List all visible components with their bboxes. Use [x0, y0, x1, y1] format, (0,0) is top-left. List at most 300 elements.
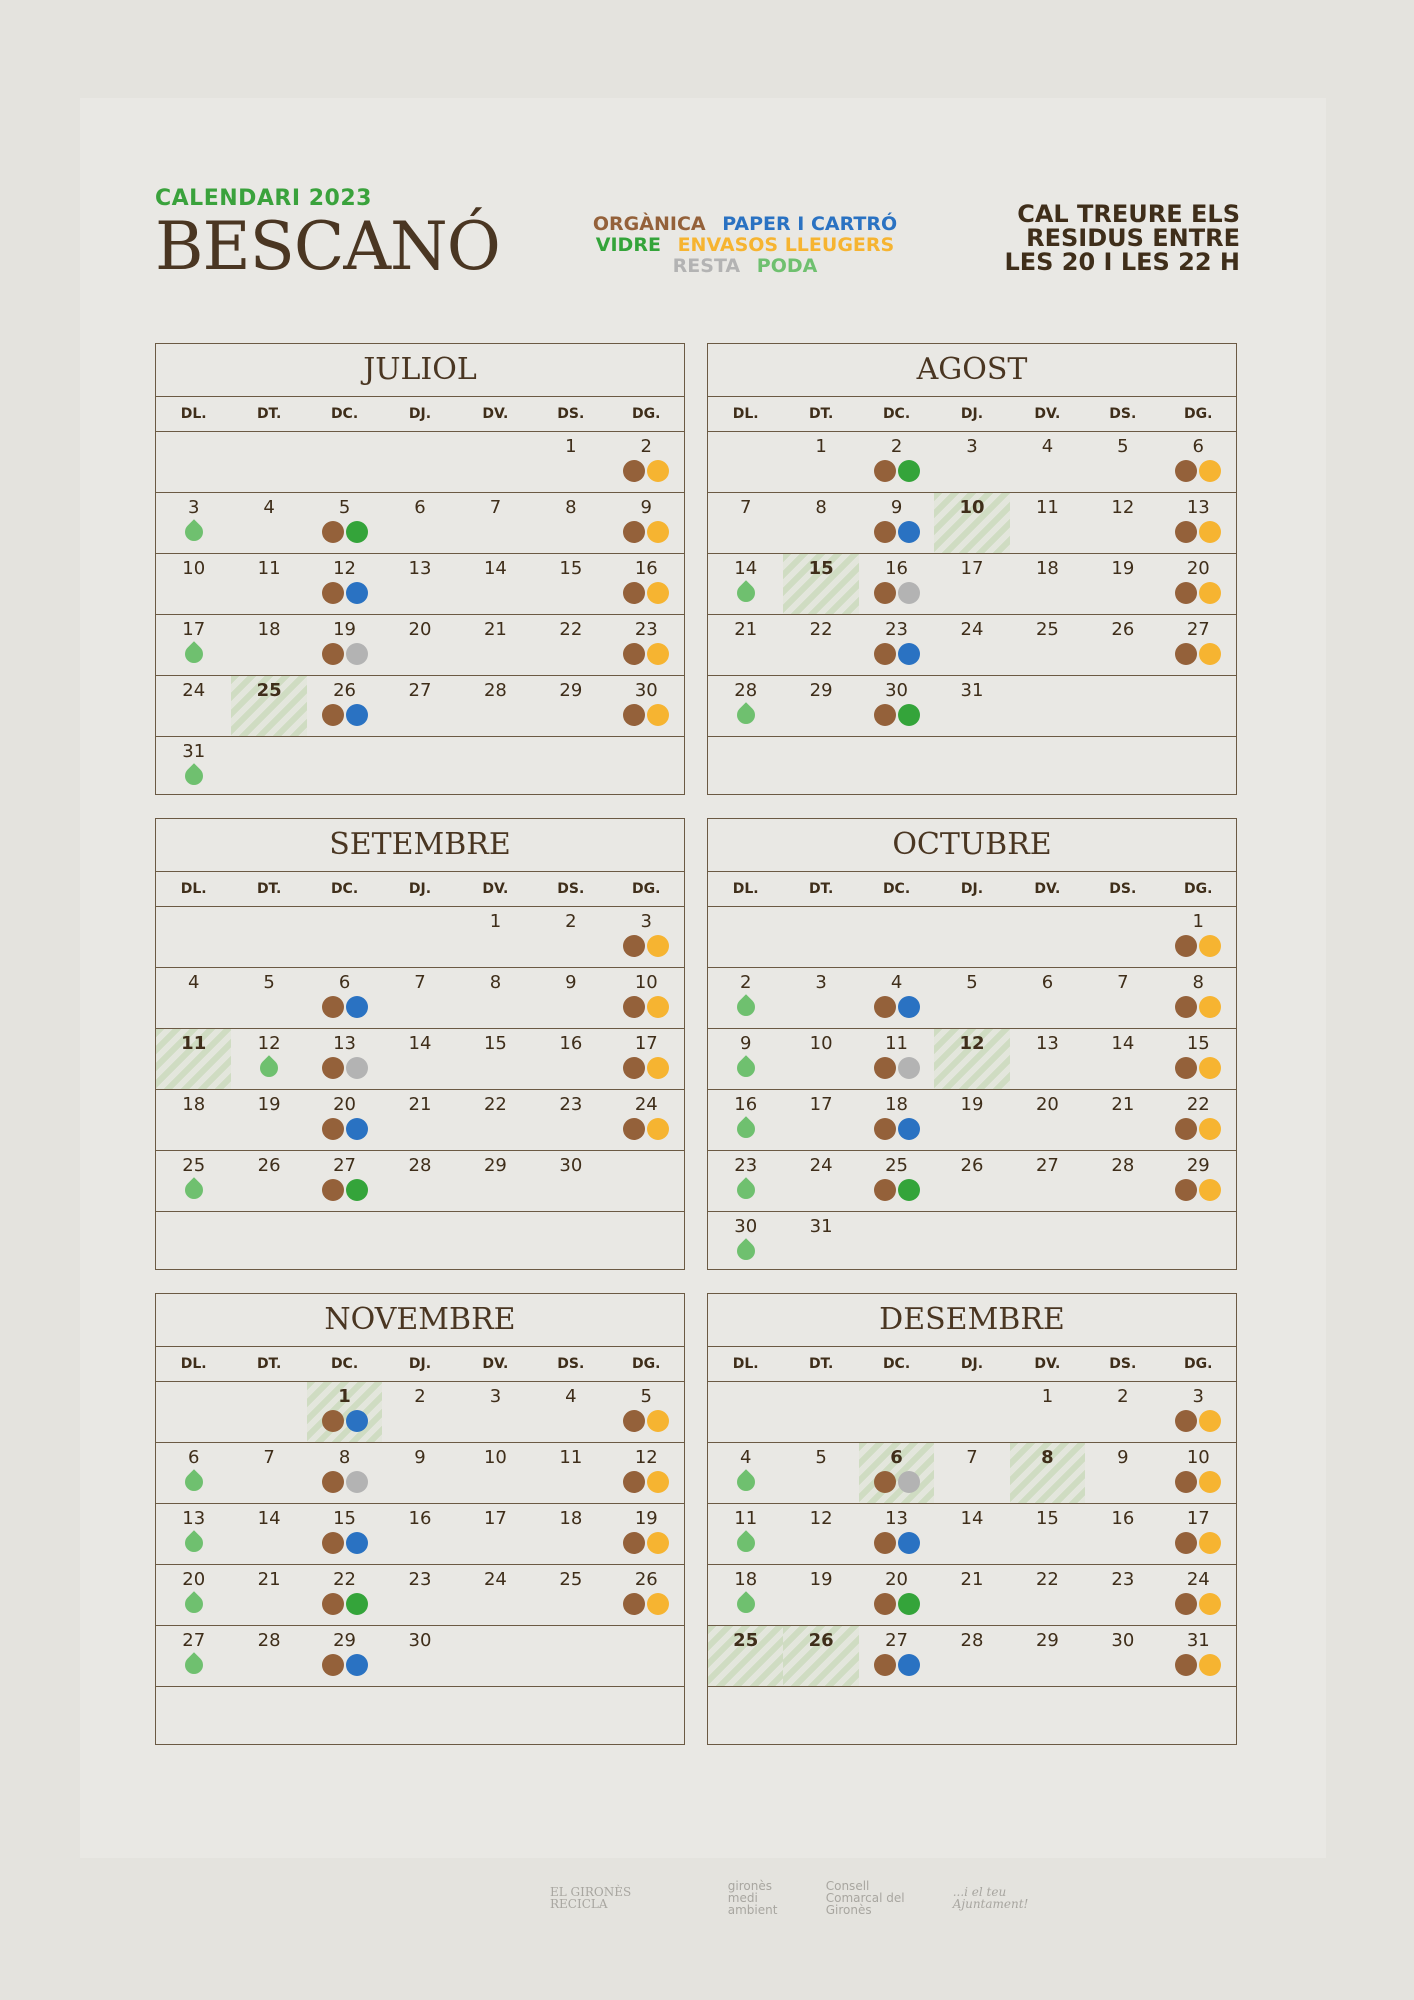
weekday-label: DG.	[1184, 1356, 1213, 1372]
leaf-icon	[181, 1177, 206, 1202]
day-cell	[783, 1687, 858, 1748]
day-number: 22	[809, 619, 833, 640]
day-cell	[382, 1687, 457, 1748]
day-cell	[934, 968, 1009, 1029]
organica-dot-icon	[623, 1410, 645, 1432]
day-cell	[307, 493, 382, 554]
envasos-dot-icon	[647, 996, 669, 1018]
day-cell	[1085, 554, 1160, 615]
day-cell	[783, 1029, 858, 1090]
day-cell	[934, 1626, 1009, 1687]
month-4	[155, 1293, 685, 1745]
weekday-header	[156, 397, 684, 432]
day-cell	[934, 493, 1009, 554]
day-cell	[156, 554, 231, 615]
collection-marks	[708, 1471, 783, 1493]
day-cell	[307, 615, 382, 676]
day-cell	[307, 737, 382, 798]
day-number: 8	[815, 497, 827, 518]
day-cell	[859, 1151, 934, 1212]
day-number: 29	[1035, 1630, 1059, 1651]
organica-dot-icon	[874, 643, 896, 665]
day-number: 31	[182, 741, 206, 762]
day-cell	[934, 737, 1009, 798]
day-number: 28	[257, 1630, 281, 1651]
day-number: 9	[414, 1447, 426, 1468]
day-cell	[859, 1504, 934, 1565]
day-number: 3	[187, 497, 200, 518]
envasos-dot-icon	[1199, 1593, 1221, 1615]
day-grid	[156, 907, 684, 1273]
day-number: 15	[559, 558, 583, 579]
note-line: CAL TREURE ELS	[1017, 200, 1240, 228]
day-cell	[934, 1504, 1009, 1565]
day-number: 9	[1117, 1447, 1129, 1468]
day-cell	[1085, 1382, 1160, 1443]
day-cell	[708, 968, 783, 1029]
day-cell	[307, 676, 382, 737]
organica-dot-icon	[322, 704, 344, 726]
day-cell	[1161, 1504, 1236, 1565]
vidre-dot-icon	[898, 1593, 920, 1615]
collection-marks	[859, 1471, 934, 1493]
collection-marks	[156, 1654, 231, 1676]
month-1	[707, 343, 1237, 795]
collection-marks	[1161, 643, 1236, 665]
day-cell	[458, 1687, 533, 1748]
day-cell	[231, 1151, 306, 1212]
envasos-dot-icon	[647, 1471, 669, 1493]
weekday-label: DG.	[632, 406, 661, 422]
day-number: 1	[815, 436, 827, 457]
day-number: 26	[333, 680, 357, 701]
day-cell	[1161, 968, 1236, 1029]
envasos-dot-icon	[1199, 521, 1221, 543]
day-number: 27	[1035, 1155, 1059, 1176]
day-number: 25	[256, 680, 282, 701]
collection-marks	[859, 1654, 934, 1676]
day-cell	[934, 1687, 1009, 1748]
day-cell	[1010, 968, 1085, 1029]
day-cell	[458, 1382, 533, 1443]
organica-dot-icon	[1175, 1532, 1197, 1554]
day-number: 25	[1035, 619, 1059, 640]
day-number: 30	[734, 1216, 758, 1237]
weekday-label: DS.	[1109, 406, 1137, 422]
day-cell	[783, 1626, 858, 1687]
envasos-dot-icon	[647, 935, 669, 957]
day-number: 6	[890, 1447, 903, 1468]
vidre-dot-icon	[898, 1179, 920, 1201]
day-number: 9	[739, 1033, 752, 1054]
collection-marks	[307, 996, 382, 1018]
day-number: 17	[1186, 1508, 1210, 1529]
day-number: 4	[263, 497, 275, 518]
day-cell	[533, 493, 608, 554]
day-number: 19	[960, 1094, 984, 1115]
day-number: 24	[1186, 1569, 1210, 1590]
day-cell	[859, 1212, 934, 1273]
organica-dot-icon	[1175, 460, 1197, 482]
day-cell	[783, 1504, 858, 1565]
weekday-label: DC.	[330, 1356, 359, 1372]
collection-marks	[609, 521, 684, 543]
day-cell	[458, 968, 533, 1029]
day-number: 27	[1186, 619, 1210, 640]
day-number: 18	[734, 1569, 758, 1590]
day-cell	[1085, 432, 1160, 493]
organica-dot-icon	[322, 996, 344, 1018]
day-cell	[382, 968, 457, 1029]
day-cell	[533, 1443, 608, 1504]
day-number: 2	[1117, 1386, 1129, 1407]
envasos-dot-icon	[647, 704, 669, 726]
day-cell	[1010, 1443, 1085, 1504]
organica-dot-icon	[1175, 643, 1197, 665]
paper-dot-icon	[898, 1654, 920, 1676]
day-cell	[708, 432, 783, 493]
leaf-icon	[181, 1469, 206, 1494]
day-number: 26	[960, 1155, 984, 1176]
day-number: 15	[333, 1508, 357, 1529]
day-number: 12	[809, 1508, 833, 1529]
day-cell	[609, 554, 684, 615]
day-cell	[156, 737, 231, 798]
day-cell	[859, 676, 934, 737]
weekday-label: DT.	[256, 406, 282, 422]
day-cell	[859, 493, 934, 554]
collection-marks	[708, 996, 783, 1018]
day-number: 6	[338, 972, 351, 993]
day-cell	[783, 493, 858, 554]
day-cell	[1161, 554, 1236, 615]
day-number: 8	[338, 1447, 351, 1468]
day-cell	[934, 676, 1009, 737]
day-cell	[934, 1382, 1009, 1443]
day-cell	[382, 1151, 457, 1212]
day-cell	[382, 1504, 457, 1565]
day-cell	[859, 432, 934, 493]
day-cell	[231, 1626, 306, 1687]
collection-marks	[156, 521, 231, 543]
day-number: 18	[182, 1094, 206, 1115]
day-cell	[382, 907, 457, 968]
legend-organica: ORGÀNICA	[592, 213, 706, 235]
day-number: 3	[640, 911, 652, 932]
header	[155, 186, 1240, 296]
organica-dot-icon	[1175, 582, 1197, 604]
collection-marks	[1161, 1057, 1236, 1079]
day-cell	[934, 1029, 1009, 1090]
weekday-label: DC.	[882, 406, 911, 422]
day-cell	[609, 1382, 684, 1443]
organica-dot-icon	[874, 582, 896, 604]
collection-marks	[156, 765, 231, 787]
collection-marks	[1161, 460, 1236, 482]
organica-dot-icon	[322, 1593, 344, 1615]
day-number: 20	[333, 1094, 357, 1115]
weekday-label: DV.	[1034, 881, 1061, 897]
day-cell	[156, 1212, 231, 1273]
day-cell	[783, 968, 858, 1029]
collection-marks	[1161, 1532, 1236, 1554]
day-number: 14	[257, 1508, 281, 1529]
day-cell	[307, 432, 382, 493]
day-cell	[231, 1565, 306, 1626]
day-cell	[533, 1151, 608, 1212]
day-cell	[609, 493, 684, 554]
day-number: 10	[809, 1033, 833, 1054]
leaf-icon	[181, 1652, 206, 1677]
organica-dot-icon	[322, 643, 344, 665]
weekday-label: DT.	[256, 881, 282, 897]
day-cell	[1010, 737, 1085, 798]
leaf-icon	[733, 1177, 758, 1202]
envasos-dot-icon	[647, 643, 669, 665]
day-cell	[934, 1443, 1009, 1504]
day-cell	[533, 1504, 608, 1565]
day-number: 28	[960, 1630, 984, 1651]
organica-dot-icon	[874, 1593, 896, 1615]
weekday-label: DG.	[1184, 406, 1213, 422]
day-cell	[1161, 432, 1236, 493]
day-cell	[708, 907, 783, 968]
collection-marks	[156, 1471, 231, 1493]
day-cell	[156, 968, 231, 1029]
day-number: 8	[1041, 1447, 1054, 1468]
weekday-label: DJ.	[408, 406, 432, 422]
organica-dot-icon	[322, 1057, 344, 1079]
girones-recicla-logo: EL GIRONÈS RECICLA	[550, 1885, 632, 1911]
leaf-icon	[181, 519, 206, 544]
day-cell	[533, 1687, 608, 1748]
day-cell	[382, 1029, 457, 1090]
day-number: 26	[1111, 619, 1135, 640]
paper-dot-icon	[898, 521, 920, 543]
day-number: 23	[559, 1094, 583, 1115]
day-number: 26	[634, 1569, 658, 1590]
weekday-label: DT.	[808, 406, 834, 422]
paper-dot-icon	[346, 1532, 368, 1554]
day-number: 25	[733, 1630, 759, 1651]
organica-dot-icon	[322, 521, 344, 543]
collection-marks	[307, 1654, 382, 1676]
month-title: NOVEMBRE	[156, 1294, 684, 1347]
day-cell	[533, 1626, 608, 1687]
day-number: 9	[890, 497, 903, 518]
day-cell	[1085, 1504, 1160, 1565]
day-cell	[859, 737, 934, 798]
day-cell	[533, 676, 608, 737]
day-number: 4	[187, 972, 200, 993]
day-number: 16	[634, 558, 658, 579]
vidre-dot-icon	[346, 1593, 368, 1615]
day-cell	[783, 554, 858, 615]
day-cell	[1010, 676, 1085, 737]
day-number: 11	[559, 1447, 583, 1468]
collection-marks	[1161, 521, 1236, 543]
day-cell	[609, 1626, 684, 1687]
day-cell	[382, 1382, 457, 1443]
day-cell	[458, 907, 533, 968]
day-cell	[156, 1151, 231, 1212]
day-cell	[231, 968, 306, 1029]
day-cell	[307, 1443, 382, 1504]
envasos-dot-icon	[1199, 460, 1221, 482]
day-cell	[307, 1626, 382, 1687]
leaf-icon	[181, 1530, 206, 1555]
collection-marks	[1161, 1593, 1236, 1615]
day-cell	[609, 1443, 684, 1504]
day-cell	[708, 1626, 783, 1687]
town-title: BESCANÓ	[155, 208, 500, 285]
weekday-header	[156, 1347, 684, 1382]
collection-marks	[708, 1057, 783, 1079]
day-cell	[859, 968, 934, 1029]
day-cell	[1085, 968, 1160, 1029]
day-cell	[1085, 1687, 1160, 1748]
day-number: 20	[408, 619, 432, 640]
day-number: 17	[809, 1094, 833, 1115]
day-cell	[934, 1565, 1009, 1626]
day-cell	[231, 1382, 306, 1443]
collection-marks	[307, 1532, 382, 1554]
day-number: 27	[333, 1155, 357, 1176]
day-number: 3	[815, 972, 827, 993]
day-number: 13	[1035, 1033, 1059, 1054]
weekday-label: DG.	[1184, 881, 1213, 897]
day-cell	[1161, 676, 1236, 737]
weekday-label: DV.	[1034, 406, 1061, 422]
ajuntament-logo: ...i el teu Ajuntament!	[952, 1885, 1029, 1911]
paper-dot-icon	[346, 582, 368, 604]
day-number: 10	[483, 1447, 507, 1468]
organica-dot-icon	[623, 1118, 645, 1140]
day-number: 6	[187, 1447, 200, 1468]
day-cell	[458, 1029, 533, 1090]
collection-marks	[708, 1179, 783, 1201]
day-cell	[156, 1687, 231, 1748]
legend-poda: PODA	[756, 255, 818, 277]
day-cell	[1161, 1687, 1236, 1748]
envasos-dot-icon	[1199, 1057, 1221, 1079]
calendar-subtitle: CALENDARI 2023	[155, 186, 372, 211]
day-number: 25	[182, 1155, 206, 1176]
day-cell	[156, 1626, 231, 1687]
day-cell	[156, 1565, 231, 1626]
day-number: 18	[1035, 558, 1059, 579]
resta-dot-icon	[898, 1471, 920, 1493]
day-cell	[307, 1382, 382, 1443]
legend-resta: RESTA	[672, 255, 741, 277]
month-0	[155, 343, 685, 795]
day-number: 31	[960, 680, 984, 701]
day-cell	[1010, 554, 1085, 615]
organica-dot-icon	[322, 582, 344, 604]
collection-marks	[307, 521, 382, 543]
day-cell	[458, 1443, 533, 1504]
day-grid	[156, 1382, 684, 1748]
day-number: 24	[809, 1155, 833, 1176]
collection-marks	[609, 935, 684, 957]
day-number: 27	[408, 680, 432, 701]
collection-marks	[609, 704, 684, 726]
legend-envasos: ENVASOS LLEUGERS	[677, 234, 895, 256]
day-cell	[609, 1504, 684, 1565]
resta-dot-icon	[898, 582, 920, 604]
day-number: 17	[960, 558, 984, 579]
envasos-dot-icon	[1199, 1118, 1221, 1140]
collection-marks	[1161, 1410, 1236, 1432]
day-number: 1	[489, 911, 502, 932]
day-cell	[156, 1504, 231, 1565]
weekday-label: DV.	[482, 1356, 509, 1372]
day-number: 14	[408, 1033, 432, 1054]
day-cell	[458, 1504, 533, 1565]
waste-legend	[575, 214, 915, 277]
day-number: 16	[559, 1033, 583, 1054]
collection-marks	[307, 1118, 382, 1140]
collection-marks	[1161, 582, 1236, 604]
day-cell	[783, 737, 858, 798]
day-cell	[307, 554, 382, 615]
organica-dot-icon	[874, 996, 896, 1018]
organica-dot-icon	[1175, 1118, 1197, 1140]
weekday-label: DT.	[808, 881, 834, 897]
day-cell	[783, 676, 858, 737]
day-cell	[783, 615, 858, 676]
paper-dot-icon	[346, 996, 368, 1018]
day-number: 16	[734, 1094, 758, 1115]
day-cell	[533, 554, 608, 615]
day-cell	[859, 1090, 934, 1151]
day-number: 23	[634, 619, 658, 640]
vidre-dot-icon	[898, 704, 920, 726]
day-cell	[708, 615, 783, 676]
weekday-label: DC.	[882, 1356, 911, 1372]
collection-marks	[307, 1410, 382, 1432]
day-cell	[307, 1565, 382, 1626]
collection-marks	[859, 460, 934, 482]
day-cell	[1010, 1626, 1085, 1687]
day-number: 28	[408, 1155, 432, 1176]
weekday-label: DG.	[632, 1356, 661, 1372]
day-number: 22	[1035, 1569, 1059, 1590]
organica-dot-icon	[1175, 935, 1197, 957]
weekday-label: DT.	[256, 1356, 282, 1372]
organica-dot-icon	[623, 1593, 645, 1615]
leaf-icon	[733, 1055, 758, 1080]
leaf-icon	[181, 641, 206, 666]
collection-marks	[609, 1410, 684, 1432]
paper-dot-icon	[898, 1118, 920, 1140]
envasos-dot-icon	[1199, 1410, 1221, 1432]
day-cell	[382, 676, 457, 737]
day-cell	[231, 432, 306, 493]
day-cell	[156, 1443, 231, 1504]
day-cell	[783, 432, 858, 493]
day-number: 26	[257, 1155, 281, 1176]
weekday-label: DS.	[1109, 881, 1137, 897]
day-cell	[458, 1626, 533, 1687]
day-cell	[1085, 737, 1160, 798]
weekday-header	[708, 397, 1236, 432]
vidre-dot-icon	[346, 521, 368, 543]
day-number: 7	[489, 497, 502, 518]
day-cell	[934, 615, 1009, 676]
collection-marks	[859, 704, 934, 726]
collection-marks	[307, 643, 382, 665]
